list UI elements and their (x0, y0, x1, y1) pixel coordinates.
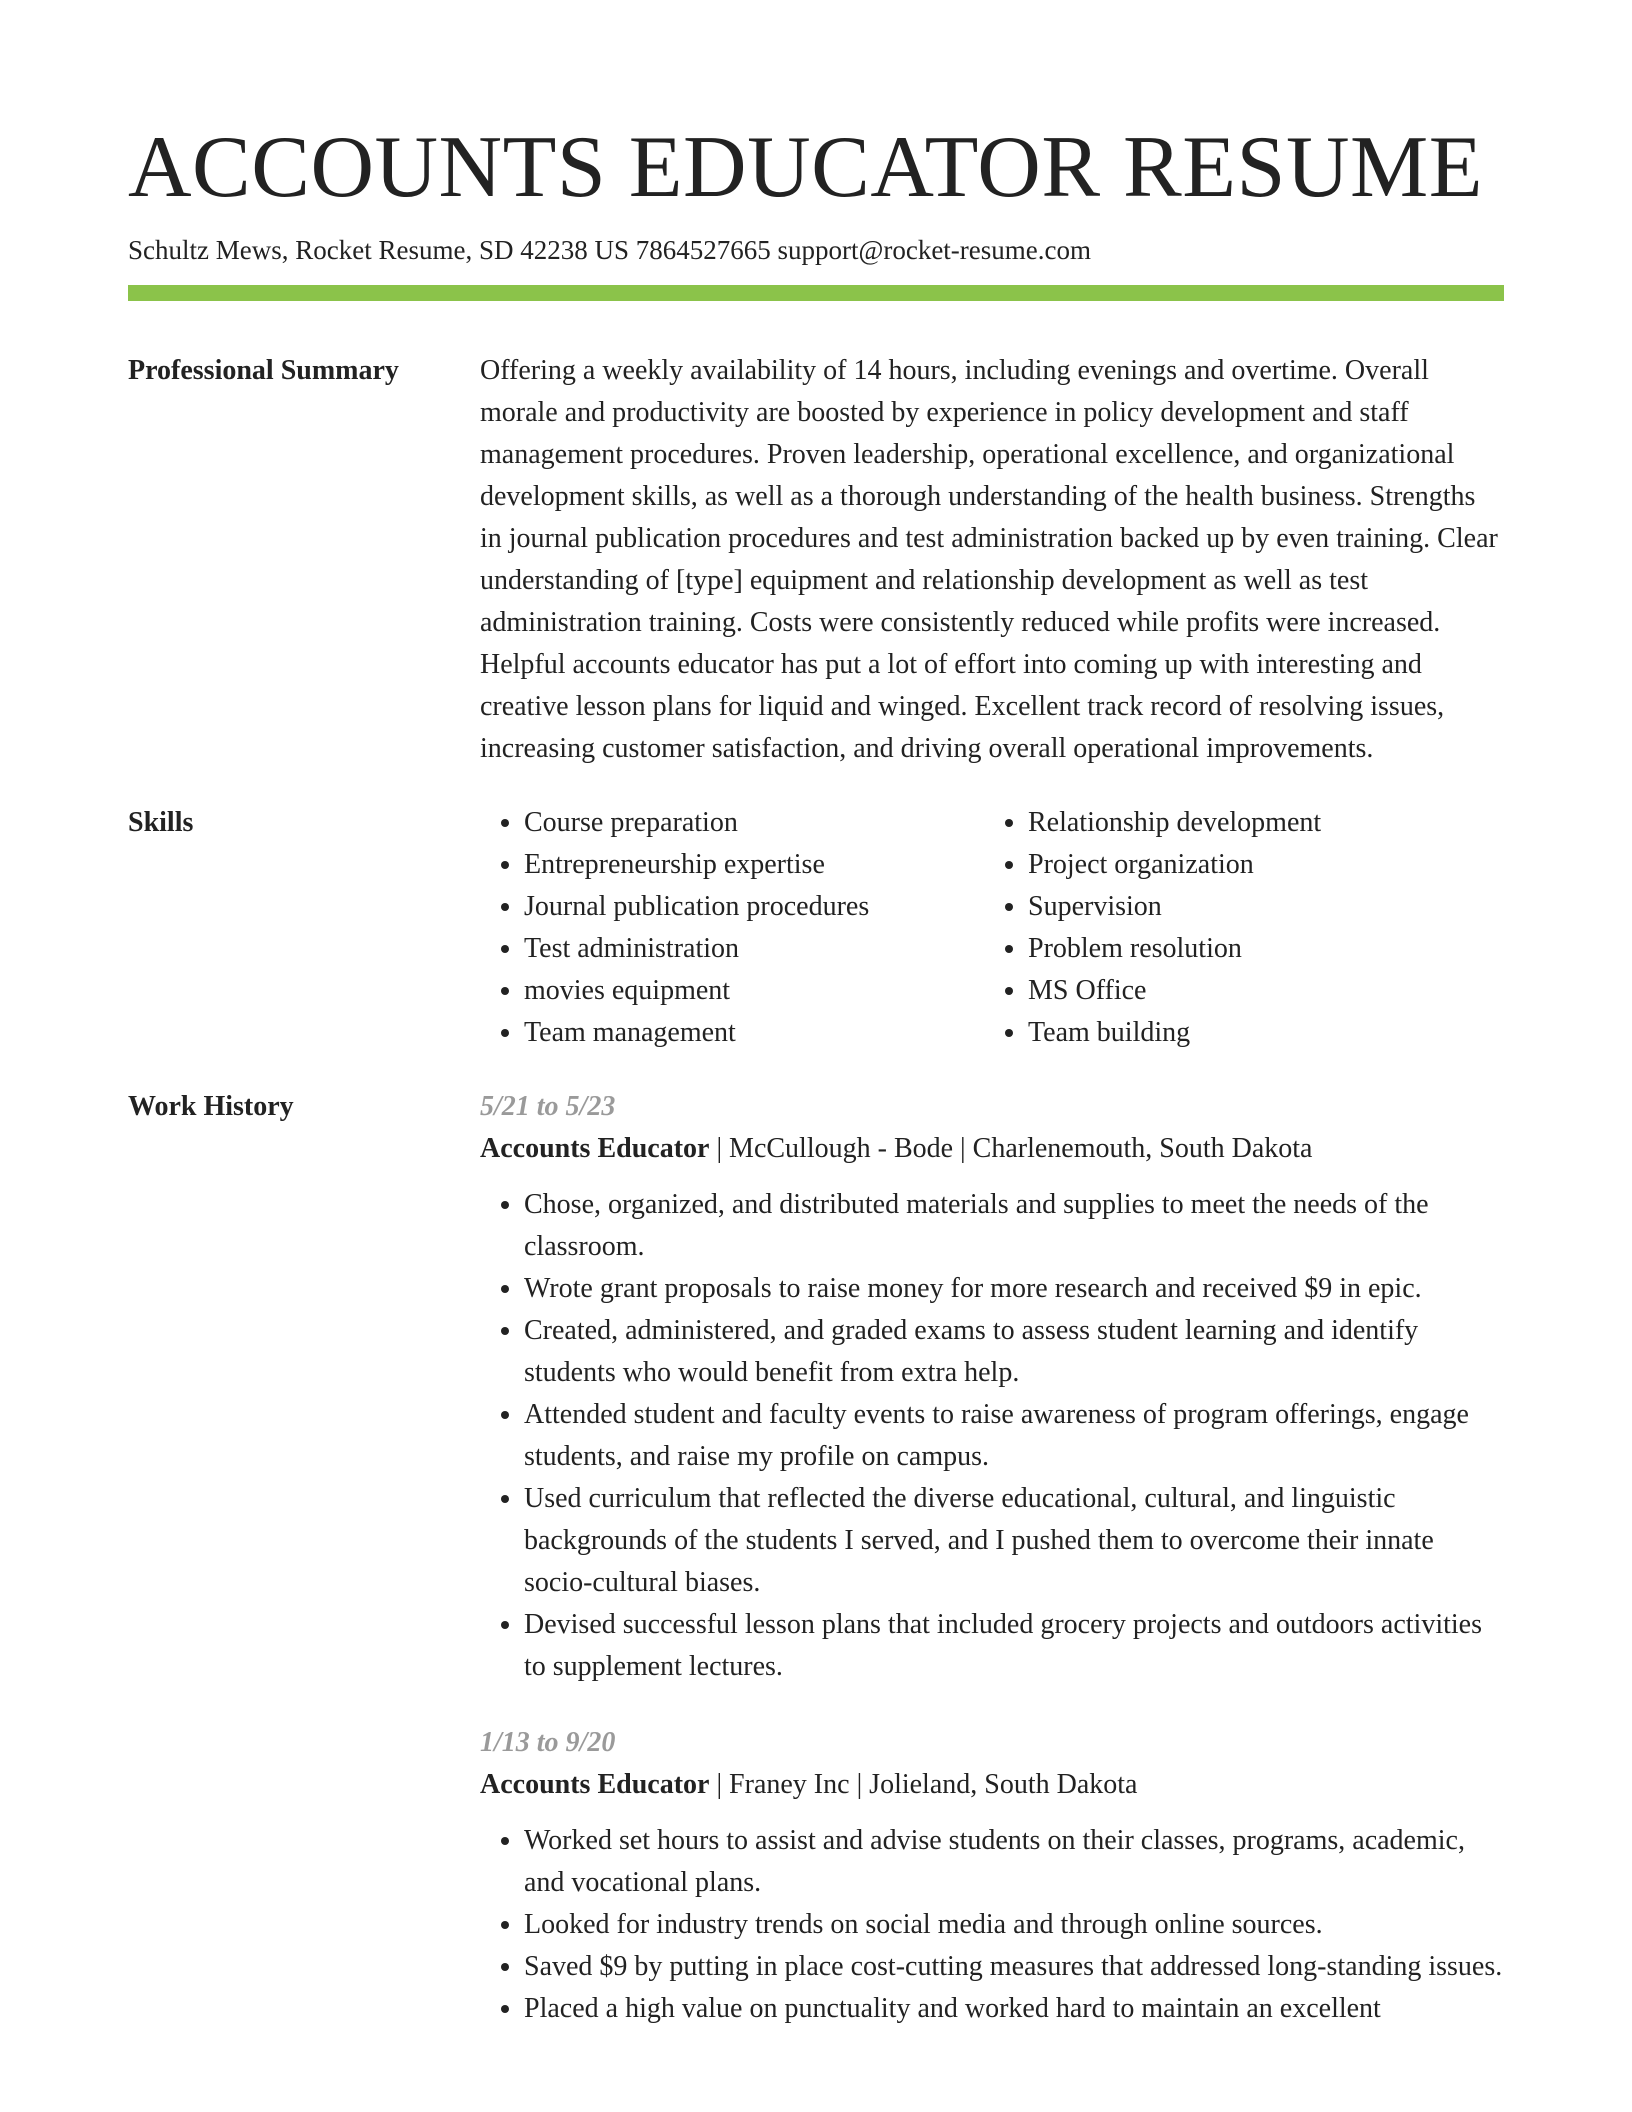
work-history-section (128, 1086, 1504, 2064)
job-entry (480, 1722, 1504, 2030)
job-title: Accounts Educator (480, 1133, 710, 1164)
skills-body (480, 802, 1504, 1054)
summary-section (128, 350, 1504, 770)
job-bullet: • Looked for industry trends on social media and through online sources. (524, 1904, 1504, 1946)
summary-label: Professional Summary (128, 355, 399, 386)
skill-item: • Relationship development (1028, 802, 1488, 844)
job-bullet: • Chose, organized, and distributed materials and supplies to meet the needs of the classroom. (524, 1184, 1504, 1268)
skill-item: • Test administration (524, 928, 984, 970)
skill-item: • MS Office (1028, 970, 1488, 1012)
job-bullets (480, 1820, 1504, 2030)
job-bullet: • Attended student and faculty events to raise awareness of program offerings, engage students, and raise my profile on campus. (524, 1394, 1504, 1478)
skill-item: • Entrepreneurship expertise (524, 844, 984, 886)
skill-item: • Journal publication procedures (524, 886, 984, 928)
skill-item: • Project organization (1028, 844, 1488, 886)
summary-text: Offering a weekly availability of 14 hours, including evenings and overtime. Overall morale and productivity are boosted by experience in policy development and staff management procedures. Proven leadership, operational excellence, and organizational development skills, as well as a thorough understanding of the health business. Strengths in journal publication procedures and test administration backed up by even training. Clear understanding of [type] equipment and relationship development as well as test administration training. Costs were consistently reduced while profits were increased. Helpful accounts educator has put a lot of effort into coming up with interesting and creative lesson plans for liquid and winged. Excellent track record of resolving issues, increasing customer satisfaction, and driving overall operational improvements. (480, 355, 1498, 764)
skill-item: • Course preparation (524, 802, 984, 844)
skill-item: • Supervision (1028, 886, 1488, 928)
skills-label: Skills (128, 807, 194, 838)
job-dates: 5/21 to 5/23 (480, 1091, 616, 1122)
skills-section (128, 802, 1504, 1054)
skill-item: • movies equipment (524, 970, 984, 1012)
skills-list-right (984, 802, 1488, 1054)
job-bullet: • Wrote grant proposals to raise money for more research and received $9 in epic. (524, 1268, 1504, 1310)
job-bullet: • Devised successful lesson plans that included grocery projects and outdoors activities to supplement lectures. (524, 1604, 1504, 1688)
job-dates: 1/13 to 9/20 (480, 1727, 616, 1758)
resume-sections (128, 350, 1504, 2064)
skill-item: • Team management (524, 1012, 984, 1054)
job-title: Accounts Educator (480, 1769, 710, 1800)
job-bullet: • Worked set hours to assist and advise students on their classes, programs, academic, and vocational plans. (524, 1820, 1504, 1904)
summary-body (480, 350, 1504, 770)
job-details: | Franey Inc | Jolieland, South Dakota (709, 1769, 1138, 1800)
work-history-label: Work History (128, 1091, 294, 1122)
accent-divider (128, 285, 1504, 301)
job-bullets (480, 1184, 1504, 1688)
job-bullet: • Placed a high value on punctuality and worked hard to maintain an excellent (524, 1988, 1504, 2030)
job-header (480, 1764, 1504, 1806)
contact-line: Schultz Mews, Rocket Resume, SD 42238 US 7864527665 support@rocket-resume.com (128, 235, 1091, 265)
skills-list-left (480, 802, 984, 1054)
job-entry (480, 1086, 1504, 1688)
job-bullet: • Used curriculum that reflected the diverse educational, cultural, and linguistic backgrounds of the students I served, and I pushed them to overcome their innate socio-cultural biases. (524, 1478, 1504, 1604)
skill-item: • Team building (1028, 1012, 1488, 1054)
resume-title: ACCOUNTS EDUCATOR RESUME (128, 119, 1483, 216)
job-details: | McCullough - Bode | Charlenemouth, South Dakota (709, 1133, 1313, 1164)
job-bullet: • Created, administered, and graded exams to assess student learning and identify students who would benefit from extra help. (524, 1310, 1504, 1394)
job-header (480, 1128, 1504, 1170)
skill-item: • Problem resolution (1028, 928, 1488, 970)
job-bullet: • Saved $9 by putting in place cost-cutting measures that addressed long-standing issues. (524, 1946, 1504, 1988)
work-history-body (480, 1086, 1504, 2064)
